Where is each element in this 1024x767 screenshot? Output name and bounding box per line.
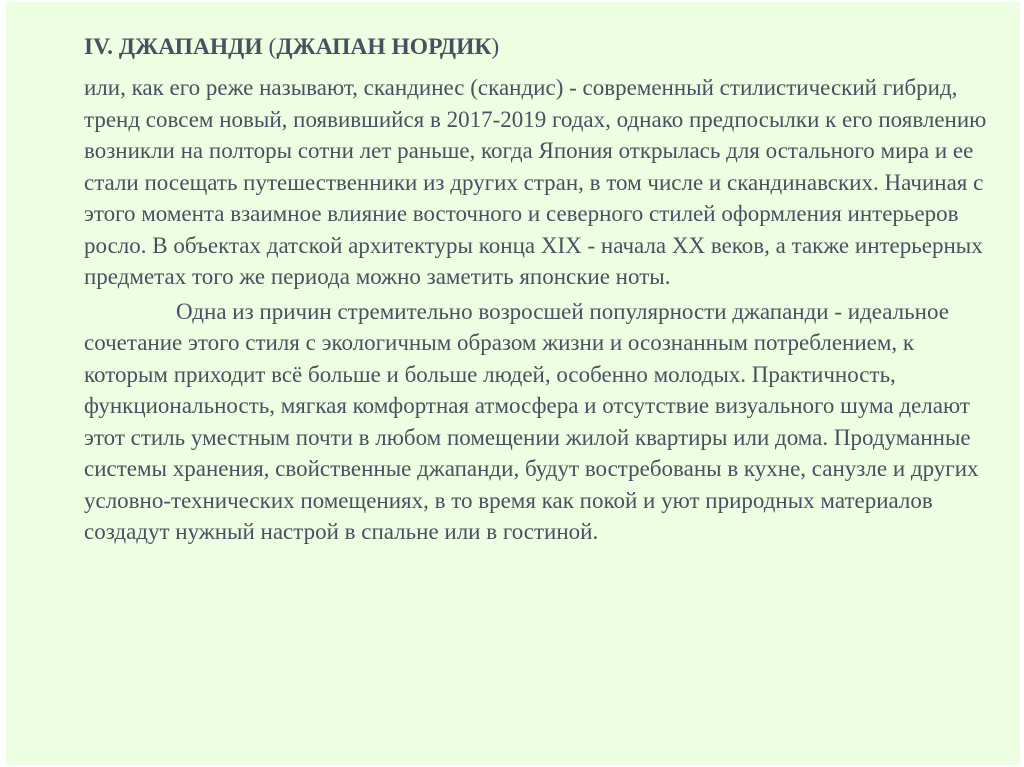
slide-content: [84, 28, 994, 548]
paragraph-intro: или, как его реже называют, скандинес (скандис) - современный стилистический гибрид, тренд совсем новый, появившийся в 2017-2019 годах, однако предпосылки к его появлению возникли на полторы сотни лет раньше, когда Япония открылась для остального мира и ее стали посещать путешественники из других стран, в том числе и скандинавских. Начиная с этого момента взаимное влияние восточного и северного стилей оформления интерьеров росло. В объектах датской архитектуры конца XIX - начала XX веков, а также интерьерных предметах того же периода можно заметить японские ноты.: [84, 75, 987, 289]
title-main: IV. ДЖАПАНДИ: [84, 34, 263, 60]
title-alternate-name: ДЖАПАН НОРДИК: [276, 34, 492, 60]
slide-title: [84, 28, 994, 66]
title-paren-close: ): [491, 34, 500, 60]
paragraph-popularity: Одна из причин стремительно возросшей популярности джапанди - идеальное сочетание этого стиля с экологичным образом жизни и осознанным потреблением, к которым приходит всё больше и больше людей, особенно молодых. Практичность, функциональность, мягкая комфортная атмосфера и отсутствие визуального шума делают этот стиль уместным почти в любом помещении жилой квартиры или дома. Продуманные системы хранения, свойственные джапанди, будут востребованы в кухне, санузле и других условно-технических помещениях, в то время как покой и уют природных материалов создадут нужный настрой в спальне или в гостиной.: [84, 298, 979, 544]
title-paren-open: (: [262, 34, 277, 60]
